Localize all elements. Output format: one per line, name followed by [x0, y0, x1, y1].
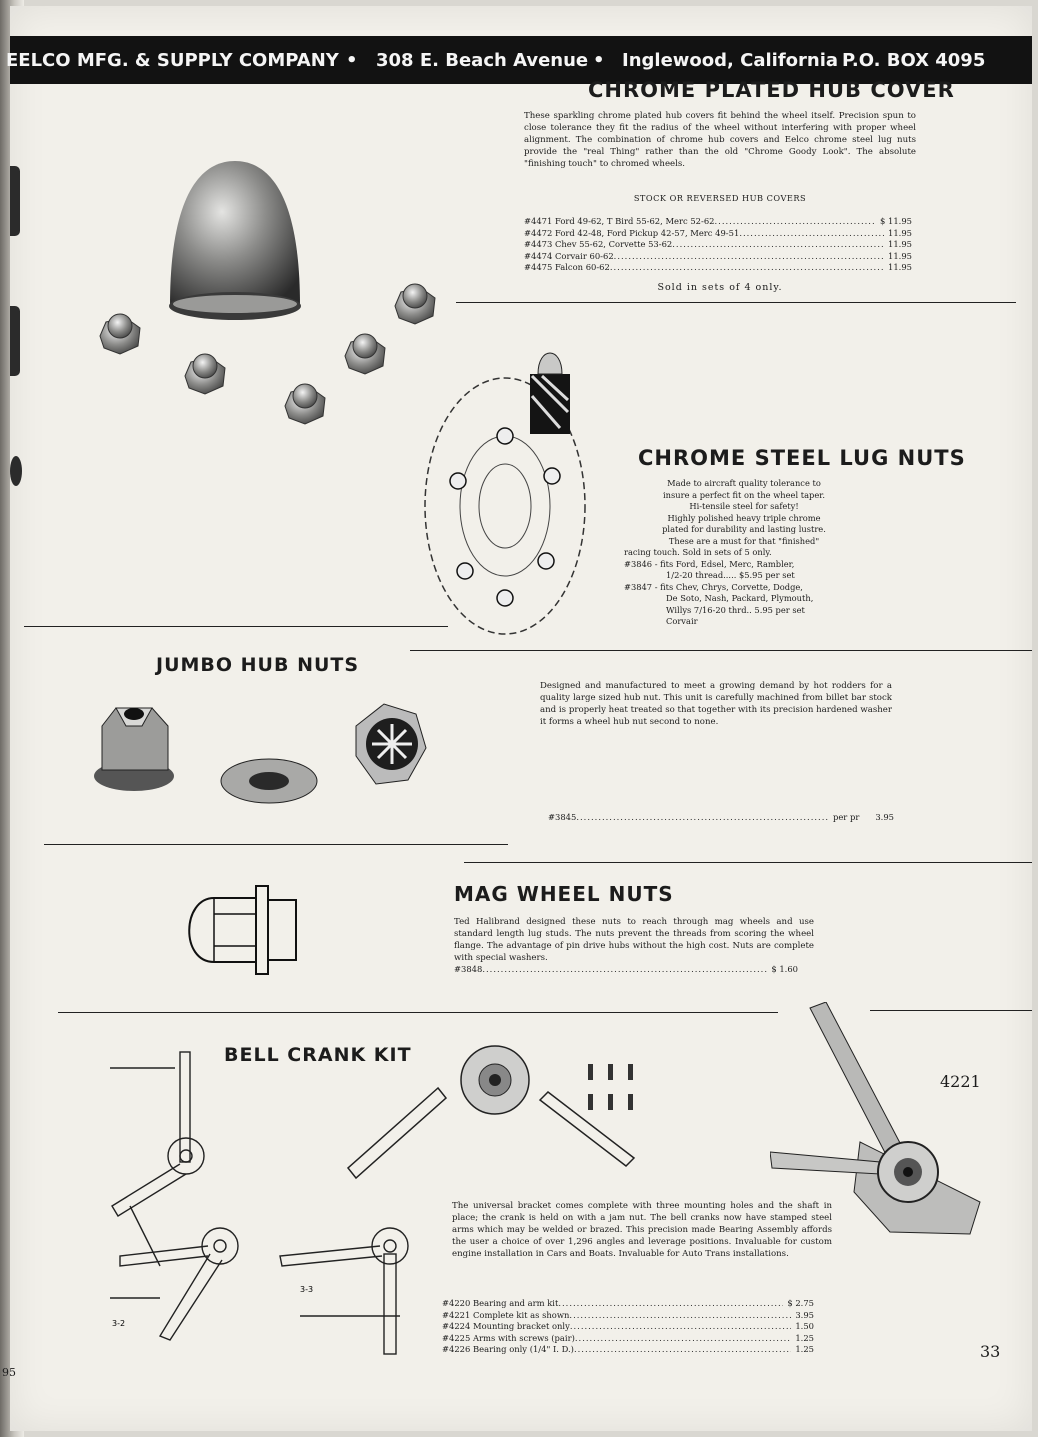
price-row: #4471 Ford 49-62, T Bird 55-62, Merc 52-62 ..... $ 11.95 [524, 216, 912, 228]
binder-hole [10, 456, 22, 486]
header-bullet: • [346, 49, 358, 71]
section-divider [456, 302, 1016, 303]
mag-description: Ted Halibrand designed these nuts to reach through mag wheels and use standard length lug studs. The nuts prevent the threads from scoring the wheel flange. The advantage of pin drive hubs without the high cost. Nuts are complete with special washers. [454, 917, 814, 963]
jumbo-price: #3845 ..... per pr 3.95 [548, 812, 894, 824]
section-divider [24, 626, 448, 627]
catalog-page [2, 6, 1032, 1431]
hub-cover-photo [80, 156, 450, 456]
header-pobox: P.O. BOX 4095 [842, 49, 986, 71]
index-tab [10, 166, 20, 236]
price-row: #4220 Bearing and arm kit ..... $ 2.75 [442, 1298, 814, 1310]
bell-crank-kit-photo [340, 1040, 660, 1190]
hub-cover-subhead: STOCK OR REVERSED HUB COVERS [633, 193, 807, 203]
header-bullet: • [593, 49, 605, 71]
bell-crank-assembly-photo [770, 1002, 990, 1262]
price-row: #4472 Ford 42-48, Ford Pickup 42-57, Merc 49-51 ..... 11.95 [524, 228, 912, 240]
price-row: #4474 Corvair 60-62 ..... 11.95 [524, 251, 912, 263]
edge-text: 95 [2, 1366, 16, 1379]
bell-crank-title: BELL CRANK KIT [224, 1044, 412, 1066]
price-row: #4225 Arms with screws (pair) ..... 1.25 [442, 1333, 814, 1345]
index-tab [10, 306, 20, 376]
hub-cover-note: Sold in sets of 4 only. [657, 282, 783, 293]
company-header [6, 36, 1032, 84]
section-divider [410, 650, 1032, 651]
section-divider [44, 844, 508, 845]
mag-title: MAG WHEEL NUTS [454, 882, 674, 906]
section-divider [464, 862, 1032, 863]
mag-wheel-nut-drawing [174, 880, 314, 980]
price-row: #4226 Bearing only (1/4" I. D.) ..... 1.25 [442, 1344, 814, 1356]
bell-crank-price-list [442, 1298, 814, 1356]
jumbo-description: Designed and manufactured to meet a growing demand by hot rodders for a quality large sized hub nut. This unit is carefully machined from billet bar stock and is properly heat treated so that together with its precision hardened washer it forms a wheel hub nut second to none. [540, 681, 892, 727]
jumbo-title: JUMBO HUB NUTS [156, 654, 360, 676]
hub-cover-title: CHROME PLATED HUB COVER [588, 78, 955, 102]
jumbo-hub-nut-photo [94, 696, 434, 816]
header-street: 308 E. Beach Avenue [376, 49, 589, 71]
bell-crank-description: The universal bracket comes complete with three mounting holes and the shaft in place; the crank is held on with a jam nut. The bell cranks now have stamped steel arms which may be welded or brazed. This precision made Bearing Assembly affords the user a choice of over 1,296 angles and leverage positions. Invaluable for custom engine installation in Cars and Boats. Invaluable for Auto Trans installations. [452, 1201, 832, 1259]
price-row: #4221 Complete kit as shown ..... 3.95 [442, 1310, 814, 1322]
section-divider [58, 1012, 778, 1013]
price-row: #4473 Chev 55-62, Corvette 53-62 ..... 11.95 [524, 239, 912, 251]
diagram-label: 3-2 [112, 1319, 126, 1328]
price-row: #4224 Mounting bracket only ..... 1.50 [442, 1321, 814, 1333]
hub-cover-price-list [524, 216, 912, 274]
lug-nuts-description: Made to aircraft quality tolerance to insure a perfect fit on the wheel taper. Hi-tensile steel for safety! Highly polished heavy triple chrome plated for durability and lasting lustre. These are a must for that "finished" racing touch. Sold in sets of 5 only. #3846 - fits Ford, Edsel, Merc, Rambler, 1/2-20 thread..... $5.95 per set #3847 - fits Chev, Chrys, Corvette, Dodge, De Soto, Nash, Packard, Plymouth, Willys 7/16-20 thrd.. 5.95 per set Corvair [624, 478, 826, 626]
lug-nuts-title: CHROME STEEL LUG NUTS [638, 446, 966, 470]
hub-cover-description: These sparkling chrome plated hub covers fit behind the wheel itself. Precision spun to close tolerance they fit the radius of the wheel without interfering with proper wheel alignment. The combination of chrome hub covers and Eelco chrome steel lug nuts provide the "real Thing" rather than the old "Chrome Goody Look". The absolute "finishing touch" to chromed wheels. [524, 111, 916, 169]
mag-price: #3848 ..... $ 1.60 [454, 964, 798, 976]
diagram-label: 3-3 [300, 1285, 314, 1294]
photo-number: 4221 [940, 1072, 981, 1091]
company-name: EELCO MFG. & SUPPLY COMPANY [6, 49, 339, 71]
header-city: Inglewood, California [622, 49, 839, 71]
page-number: 33 [980, 1342, 1001, 1361]
price-row: #4475 Falcon 60-62 ..... 11.95 [524, 262, 912, 274]
lug-nut-wheel-drawing [420, 336, 590, 646]
